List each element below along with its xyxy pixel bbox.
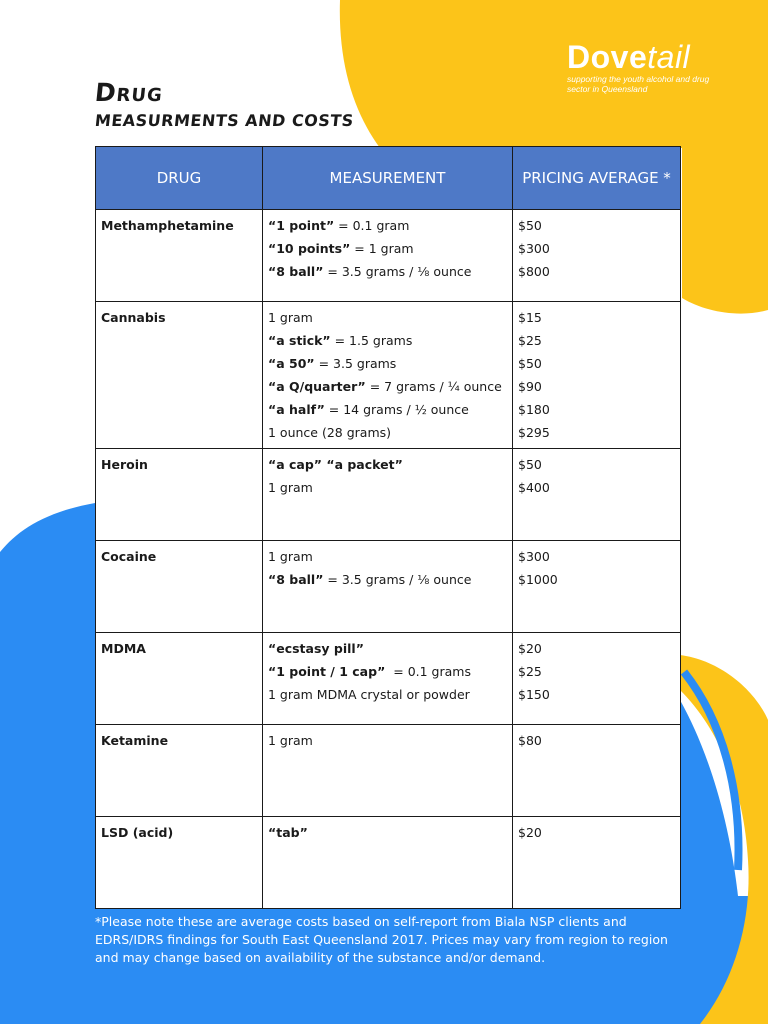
measurement-line xyxy=(268,821,507,844)
table-body xyxy=(96,210,681,909)
drug-name-cell: MDMA xyxy=(96,633,263,725)
price-value: $20 xyxy=(518,825,542,840)
table-row xyxy=(96,725,681,817)
price-value: $50 xyxy=(518,457,542,472)
measurement-cell xyxy=(263,541,513,633)
measurement-amount: 1 gram xyxy=(268,549,313,564)
price-value: $800 xyxy=(518,264,550,279)
measurement-line xyxy=(268,729,507,752)
price-value: $15 xyxy=(518,310,542,325)
measurement-cell xyxy=(263,817,513,909)
measurement-line xyxy=(268,306,507,329)
measurement-cell xyxy=(263,725,513,817)
dovetail-logo xyxy=(567,40,727,94)
measurement-line xyxy=(268,683,507,706)
measurement-line xyxy=(268,260,507,283)
measurement-slang: “8 ball” xyxy=(268,572,324,587)
measurement-line xyxy=(268,421,507,444)
measurement-cell xyxy=(263,210,513,302)
measurement-amount: = 14 grams / ½ ounce xyxy=(324,402,469,417)
measurement-line xyxy=(268,329,507,352)
drug-name-cell: Heroin xyxy=(96,449,263,541)
table-row xyxy=(96,817,681,909)
measurement-amount: = 1 gram xyxy=(350,241,414,256)
measurement-slang: “tab” xyxy=(268,825,308,840)
price-value: $150 xyxy=(518,687,550,702)
measurement-line xyxy=(268,476,507,499)
drug-name-cell: Cocaine xyxy=(96,541,263,633)
measurement-slang: “10 points” xyxy=(268,241,351,256)
measurement-slang: “ecstasy pill” xyxy=(268,641,364,656)
price-value: $300 xyxy=(518,549,550,564)
measurement-amount: 1 gram xyxy=(268,310,313,325)
table-row xyxy=(96,210,681,302)
measurement-line xyxy=(268,237,507,260)
measurement-amount: 1 ounce (28 grams) xyxy=(268,425,392,440)
price-cell xyxy=(513,210,681,302)
price-cell xyxy=(513,725,681,817)
measurement-amount: = 0.1 gram xyxy=(334,218,410,233)
price-value: $295 xyxy=(518,425,550,440)
price-value: $300 xyxy=(518,241,550,256)
measurement-slang: “a 50” xyxy=(268,356,315,371)
header-drug: DRUG xyxy=(96,147,263,210)
price-value: $50 xyxy=(518,218,542,233)
header-pricing-average: PRICING AVERAGE * xyxy=(513,147,681,210)
table-header-row xyxy=(96,147,681,210)
logo-tagline: supporting the youth alcohol and drug sector in Queensland xyxy=(567,74,710,94)
drug-name-cell: Cannabis xyxy=(96,302,263,449)
price-value: $25 xyxy=(518,664,542,679)
header-measurement: MEASUREMENT xyxy=(263,147,513,210)
table-row xyxy=(96,302,681,449)
logo-wordmark xyxy=(567,40,727,74)
measurement-cell xyxy=(263,302,513,449)
logo-name-light: tail xyxy=(647,39,691,75)
measurement-slang: “a cap” “a packet” xyxy=(268,457,403,472)
footnote: *Please note these are average costs based on self-report from Biala NSP clients and EDRS/IDRS findings for South East Queensland 2017. Prices may vary from region to region and may change based on availability of the substance and/or demand. xyxy=(95,914,668,965)
drug-name-cell: LSD (acid) xyxy=(96,817,263,909)
price-cell xyxy=(513,633,681,725)
table-row xyxy=(96,541,681,633)
measurement-amount: = 0.1 grams xyxy=(385,664,471,679)
price-value: $180 xyxy=(518,402,550,417)
measurement-line xyxy=(268,453,507,476)
price-value: $90 xyxy=(518,379,542,394)
measurement-slang: “1 point / 1 cap” xyxy=(268,664,386,679)
measurement-line xyxy=(268,637,507,660)
measurement-slang: “a half” xyxy=(268,402,325,417)
measurement-slang: “a stick” xyxy=(268,333,331,348)
drug-name-cell: Ketamine xyxy=(96,725,263,817)
drug-price-table xyxy=(95,146,681,909)
measurement-amount: = 7 grams / ¼ ounce xyxy=(365,379,502,394)
measurement-slang: “a Q/quarter” xyxy=(268,379,366,394)
measurement-amount: = 3.5 grams / ⅛ ounce xyxy=(323,264,472,279)
measurement-line xyxy=(268,398,507,421)
price-value: $80 xyxy=(518,733,542,748)
measurement-amount: 1 gram xyxy=(268,480,313,495)
drug-name-cell: Methamphetamine xyxy=(96,210,263,302)
measurement-line xyxy=(268,545,507,568)
measurement-amount: = 3.5 grams / ⅛ ounce xyxy=(323,572,472,587)
price-value: $1000 xyxy=(518,572,558,587)
measurement-amount: 1 gram MDMA crystal or powder xyxy=(268,687,470,702)
measurement-line xyxy=(268,660,507,683)
price-value: $20 xyxy=(518,641,542,656)
price-cell xyxy=(513,541,681,633)
measurement-slang: “1 point” xyxy=(268,218,335,233)
measurement-amount: 1 gram xyxy=(268,733,313,748)
page-subtitle: MEASURMENTS AND COSTS xyxy=(94,111,355,130)
measurement-cell xyxy=(263,633,513,725)
logo-name-bold: Dove xyxy=(567,39,648,75)
price-cell xyxy=(513,817,681,909)
table-row xyxy=(96,633,681,725)
measurement-amount: = 3.5 grams xyxy=(314,356,397,371)
table-row xyxy=(96,449,681,541)
measurement-line xyxy=(268,568,507,591)
measurement-line xyxy=(268,214,507,237)
price-value: $25 xyxy=(518,333,542,348)
price-cell xyxy=(513,302,681,449)
measurement-slang: “8 ball” xyxy=(268,264,324,279)
measurement-line xyxy=(268,375,507,398)
measurement-cell xyxy=(263,449,513,541)
page-title: Drug xyxy=(93,78,165,107)
price-cell xyxy=(513,449,681,541)
price-value: $50 xyxy=(518,356,542,371)
measurement-amount: = 1.5 grams xyxy=(330,333,413,348)
price-value: $400 xyxy=(518,480,550,495)
measurement-line xyxy=(268,352,507,375)
